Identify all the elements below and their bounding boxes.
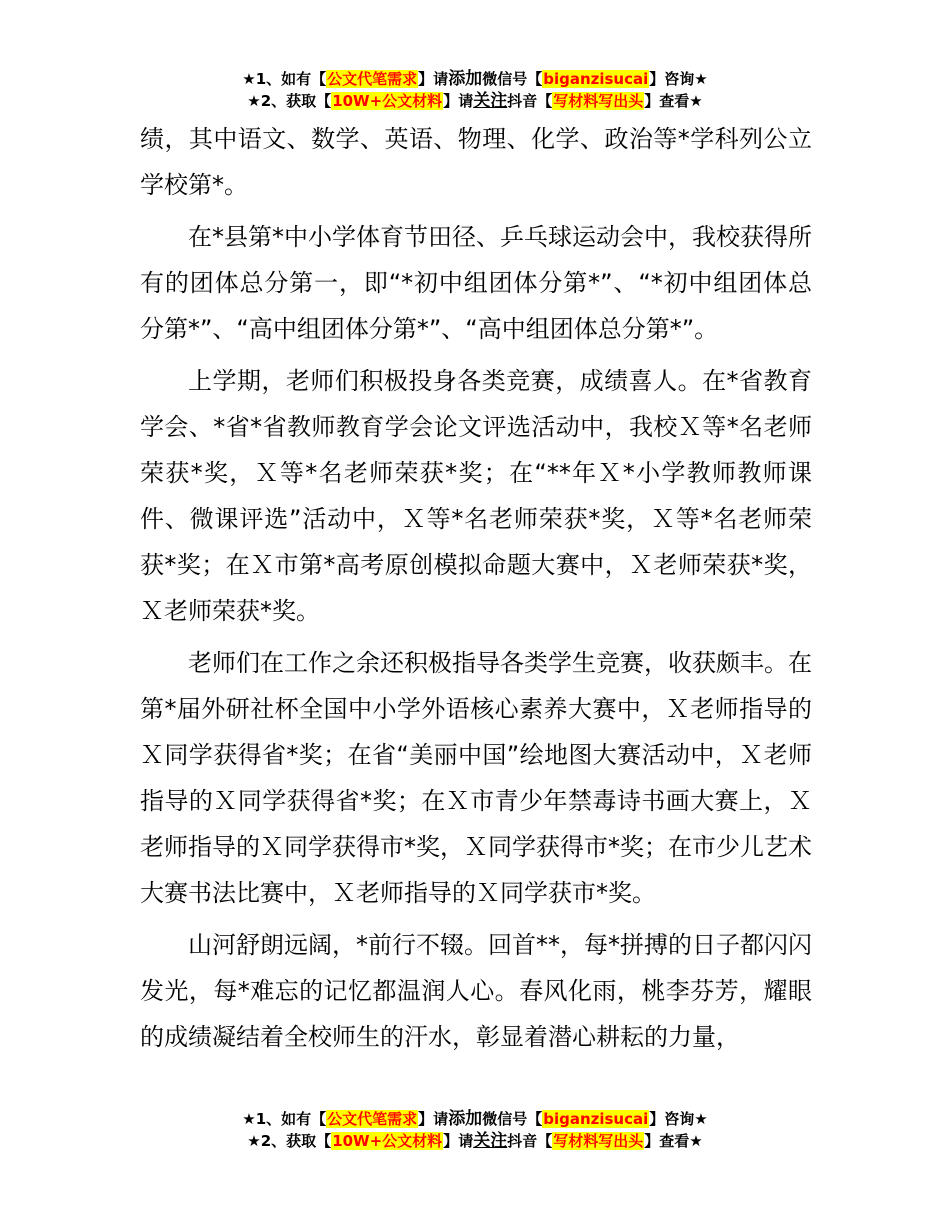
banner-text: ★1、如有【 [242, 1110, 327, 1128]
header-banner-line-1 [0, 68, 950, 90]
banner-highlight: 10W+公文材料 [332, 92, 443, 110]
paragraph-4: 老师们在工作之余还积极指导各类学生竞赛，收获颇丰。在第*届外研社杯全国中小学外语核心素养大赛中，Ｘ老师指导的Ｘ同学获得省*奖；在省“美丽中国”绘地图大赛活动中，Ｘ老师指导的Ｘ同学获得省*奖；在Ｘ市青少年禁毒诗书画大赛上，Ｘ老师指导的Ｘ同学获得市*奖，Ｘ同学获得市*奖；在市少儿艺术大赛书法比赛中，Ｘ老师指导的Ｘ同学获市*奖。 [140, 649, 812, 907]
footer-banner-line-2 [0, 1130, 950, 1152]
banner-text: 抖音【 [507, 1132, 553, 1150]
banner-emphasis: 添加 [448, 1109, 483, 1129]
banner-highlight: 10W+公文材料 [332, 1132, 443, 1150]
banner-text: ★2、获取【 [247, 1132, 332, 1150]
banner-text: 】请 [443, 92, 474, 110]
banner-text: 微信号【 [482, 1110, 543, 1128]
footer-banner [0, 1108, 950, 1152]
banner-highlight: 公文代笔需求 [327, 1110, 418, 1128]
banner-text: ★1、如有【 [242, 70, 327, 88]
banner-highlight: 写材料写出头 [553, 1132, 644, 1150]
banner-text: 】查看★ [644, 92, 703, 110]
paragraph-3: 上学期，老师们积极投身各类竞赛，成绩喜人。在*省教育学会、*省*省教师教育学会论文评选活动中，我校Ｘ等*名老师荣获*奖，Ｘ等*名老师荣获*奖；在“**年Ｘ*小学教师教师课件、微课评选”活动中，Ｘ等*名老师荣获*奖，Ｘ等*名老师荣获*奖；在Ｘ市第*高考原创模拟命题大赛中，Ｘ老师荣获*奖，Ｘ老师荣获*奖。 [140, 367, 812, 625]
banner-highlight: 公文代笔需求 [327, 70, 418, 88]
banner-text: 】请 [443, 1132, 474, 1150]
banner-highlight: biganzisucai [543, 70, 649, 88]
banner-text: 抖音【 [507, 92, 553, 110]
paragraph-5: 山河舒朗远阔，*前行不辍。回首**，每*拼搏的日子都闪闪发光，每*难忘的记忆都温润人心。春风化雨，桃李芬芳，耀眼的成绩凝结着全校师生的汗水，彰显着潜心耕耘的力量， [140, 931, 812, 1051]
banner-text: 微信号【 [482, 70, 543, 88]
paragraph-2: 在*县第*中小学体育节田径、乒乓球运动会中，我校获得所有的团体总分第一，即“*初中组团体分第*”、“*初中组团体总分第*”、“高中组团体分第*”、“高中组团体总分第*”。 [140, 223, 812, 343]
banner-text: ★2、获取【 [247, 92, 332, 110]
paragraph-1: 绩，其中语文、数学、英语、物理、化学、政治等*学科列公立学校第*。 [140, 125, 812, 199]
footer-banner-line-1 [0, 1108, 950, 1130]
banner-text: 】请 [418, 70, 449, 88]
header-banner-line-2 [0, 90, 950, 112]
banner-text: 】咨询★ [649, 1110, 708, 1128]
header-banner [0, 68, 950, 112]
banner-highlight: 写材料写出头 [553, 92, 644, 110]
banner-text: 】请 [418, 1110, 449, 1128]
banner-emphasis: 关注 [473, 91, 508, 111]
banner-highlight: biganzisucai [543, 1110, 649, 1128]
banner-text: 】查看★ [644, 1132, 703, 1150]
banner-text: 】咨询★ [649, 70, 708, 88]
document-body [140, 116, 812, 1066]
banner-emphasis: 关注 [473, 1131, 508, 1151]
banner-emphasis: 添加 [448, 69, 483, 89]
